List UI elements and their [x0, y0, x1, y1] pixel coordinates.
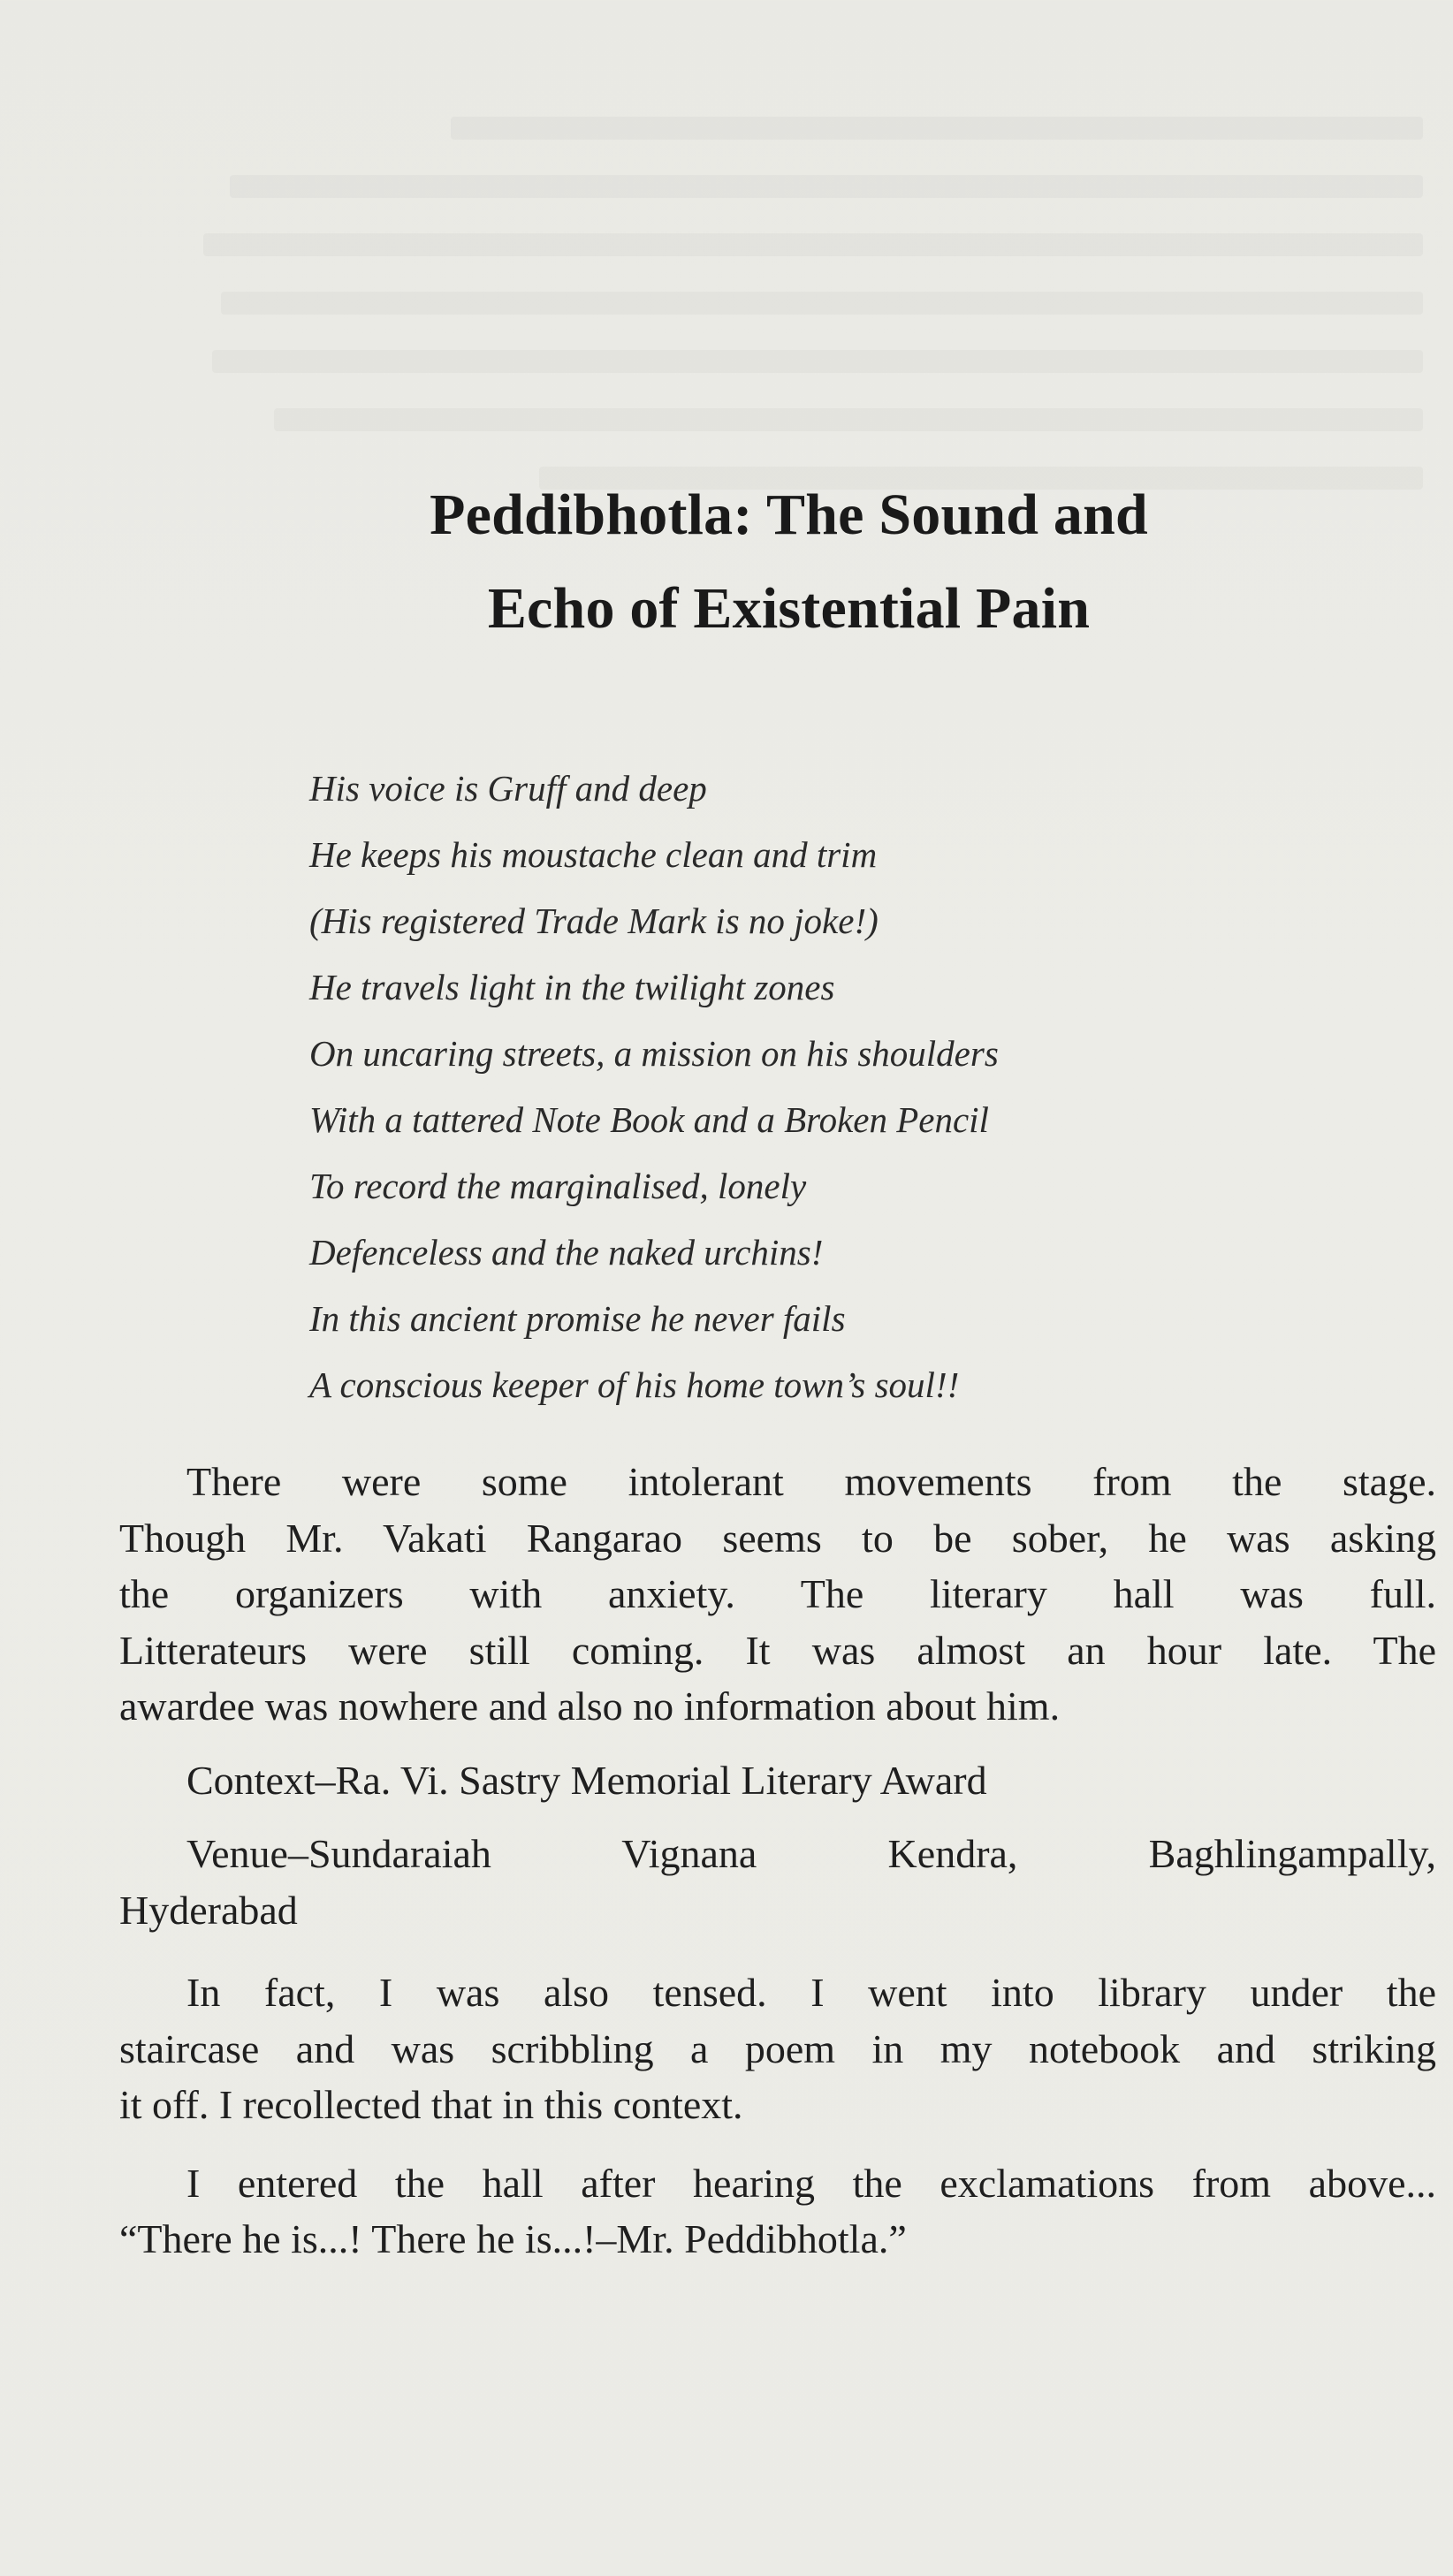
text-line: In fact, I was also tensed. I went into library under the [186, 1970, 1436, 2015]
text-line: Context–Ra. Vi. Sastry Memorial Literary Award [186, 1757, 987, 1803]
chapter-title [0, 468, 1453, 656]
body-text [119, 1454, 1436, 2268]
chapter-title-line-2: Echo of Existential Pain [487, 576, 1091, 641]
text-line: “There he is...! There he is...!–Mr. Peddibhotla.” [119, 2216, 907, 2261]
poem-line: In this ancient promise he never fails [309, 1298, 846, 1339]
chapter-title-line-1: Peddibhotla: The Sound and [430, 483, 1148, 547]
text-line: Though Mr. Vakati Rangarao seems to be sober, he was asking [119, 1515, 1436, 1561]
text-line: I entered the hall after hearing the exclamations from above... [186, 2160, 1436, 2206]
text-line: Litterateurs were still coming. It was almost an hour late. The [119, 1627, 1436, 1673]
text-line: Hyderabad [119, 1887, 298, 1933]
paragraph-entered-hall [119, 2155, 1436, 2268]
poem-line: To record the marginalised, lonely [309, 1166, 807, 1206]
paragraph-context [119, 1752, 1436, 1809]
poem-line: On uncaring streets, a mission on his shoulders [309, 1033, 999, 1074]
bleed-through-shadow [133, 97, 1423, 505]
text-line: awardee was nowhere and also no information about him. [119, 1683, 1061, 1729]
text-line: staircase and was scribbling a poem in my notebook and striking [119, 2025, 1436, 2071]
text-line: There were some intolerant movements from the stage. [186, 1459, 1436, 1504]
poem-line: He keeps his moustache clean and trim [309, 834, 878, 875]
poem-line: His voice is Gruff and deep [309, 768, 707, 809]
poem-block [309, 756, 1370, 1418]
poem-line: A conscious keeper of his home town’s soul!! [309, 1364, 960, 1405]
paragraph-tensed [119, 1964, 1436, 2133]
text-line: the organizers with anxiety. The literary hall was full. [119, 1571, 1436, 1616]
poem-line: He travels light in the twilight zones [309, 967, 835, 1007]
poem-line: (His registered Trade Mark is no joke!) [309, 900, 879, 941]
text-line: it off. I recollected that in this context. [119, 2082, 743, 2127]
paragraph-venue [119, 1826, 1436, 1938]
text-line: Venue–Sundaraiah Vignana Kendra, Baghlingampally, [186, 1831, 1436, 1876]
paragraph-stage-movements [119, 1454, 1436, 1735]
poem-line: Defenceless and the naked urchins! [309, 1232, 824, 1273]
poem-line: With a tattered Note Book and a Broken Pencil [309, 1099, 989, 1140]
